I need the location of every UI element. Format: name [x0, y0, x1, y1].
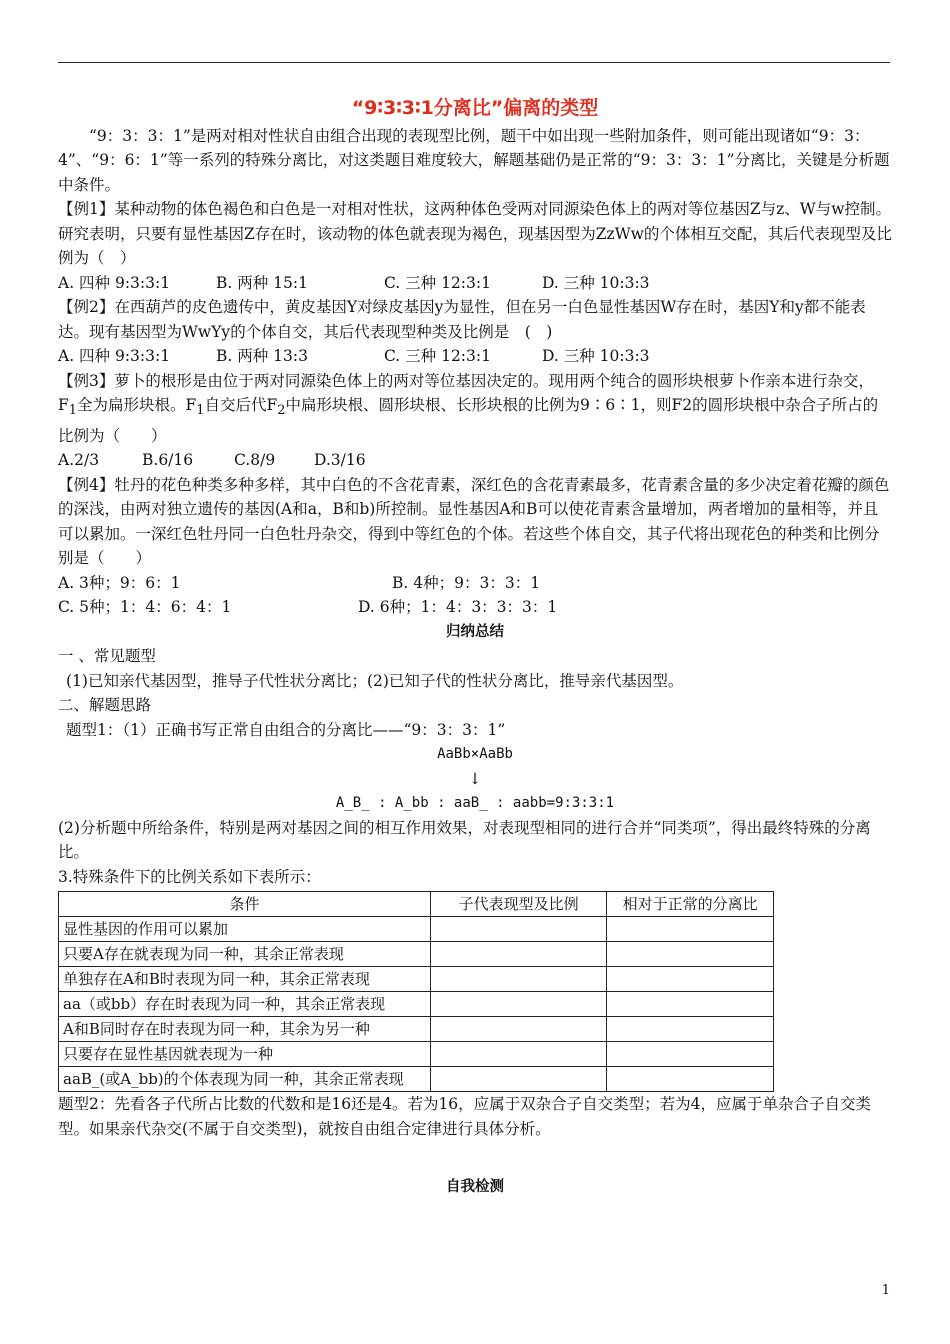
table-header-row — [59, 892, 774, 917]
option-d: D. 6种；1：4：3：3：3：1 — [358, 598, 558, 617]
example-4-options-row2 — [58, 595, 892, 620]
table-row — [59, 1042, 774, 1067]
option-b: B.6/16 — [142, 451, 194, 470]
table-row — [59, 1067, 774, 1092]
option-b: B. 两种 13:3 — [216, 347, 308, 365]
option-d: D. 三种 10:3:3 — [542, 273, 650, 292]
cross-formula: AaBb×AaBb — [437, 746, 513, 763]
document-body — [58, 96, 892, 1200]
example-1-text: 【例1】某种动物的体色褐色和白色是一对相对性状，这两种体色受两对同源染色体上的两对等位基因Z与z、W与w控制。研究表明，只要有显性基因Z存在时，该动物的体色就表现为褐色，现基因型为ZzWw的个体相互交配，其后代表现型及比例为（ ） — [58, 200, 892, 267]
empty-cell[interactable] — [607, 1017, 774, 1042]
ratio-formula: A_B_ : A_bb : aaB_ : aabb=9:3:3:1 — [335, 795, 615, 812]
section-1-text: (1)已知亲代基因型，推导子代性状分离比；(2)已知子代的性状分离比，推导亲代基因型。 — [66, 671, 684, 690]
option-b: B. 两种 15:1 — [216, 273, 308, 292]
step-2-text: (2)分析题中所给条件，特别是两对基因之间的相互作用效果，对表现型相同的进行合并“同类项”，得出最终特殊的分离比。 — [58, 818, 871, 862]
example-3-text — [58, 369, 892, 449]
empty-cell[interactable] — [430, 917, 606, 942]
summary-heading: 归纳总结 — [446, 623, 504, 640]
example-3-options — [58, 448, 892, 473]
empty-cell[interactable] — [607, 1042, 774, 1067]
subscript: 2 — [277, 403, 286, 419]
type-1-line: 题型1：（1）正确书写正常自由组合的分离比——“9：3：3：1” — [66, 720, 506, 739]
table-row — [59, 917, 774, 942]
option-a: A. 四种 9:3:3:1 — [58, 347, 171, 365]
example-3-part: 自交后代F — [204, 396, 278, 414]
example-3-part: 全为扁形块根。F — [76, 396, 197, 414]
type-2-text: 题型2：先看各子代所占比数的代数和是16还是4。若为16，应属于双杂合子自交类型；若为4，应属于单杂合子自交类型。如果亲代杂交(不属于自交类型)，就按自由组合定律进行具体分析。 — [58, 1095, 872, 1138]
empty-cell[interactable] — [607, 992, 774, 1017]
subscript: 1 — [196, 403, 205, 419]
condition-cell: A和B同时存在时表现为同一种，其余为另一种 — [59, 1017, 431, 1042]
example-3-part: 【例3】萝卜的根形是由位于两对同源染色体上的两对等位基因决定的。现用两个纯合的圆形块根萝卜作亲本进行杂交，F — [58, 371, 874, 414]
empty-cell[interactable] — [430, 1017, 606, 1042]
empty-cell[interactable] — [430, 942, 606, 967]
condition-cell: 只要存在显性基因就表现为一种 — [59, 1042, 431, 1067]
section-2-title: 二、解题思路 — [58, 696, 152, 715]
section-1-title: 一 、常见题型 — [58, 647, 156, 666]
condition-cell: aaB_(或A_bb)的个体表现为同一种，其余正常表现 — [59, 1067, 431, 1092]
spacer — [58, 1141, 892, 1175]
option-c: C. 三种 12:3:1 — [384, 273, 491, 292]
subscript: 1 — [68, 403, 77, 419]
condition-cell: 显性基因的作用可以累加 — [59, 917, 431, 942]
header-rule — [58, 62, 890, 63]
option-c: C.8/9 — [234, 451, 276, 470]
example-3-part: 中扁形块根、圆形块根、长形块根的比例为9∶6∶1，则F2的圆形块根中杂合子所占的比例为（ ） — [58, 396, 879, 445]
document-title: “9∶3∶3∶1分离比”偏离的类型 — [351, 97, 599, 119]
table-row — [59, 992, 774, 1017]
option-c: C. 5种；1：4：6：4：1 — [58, 598, 232, 617]
empty-cell[interactable] — [607, 917, 774, 942]
option-c: C. 三种 12:3:1 — [384, 347, 491, 365]
condition-table — [58, 891, 774, 1092]
empty-cell[interactable] — [607, 967, 774, 992]
option-a: A.2/3 — [58, 451, 100, 470]
table-row — [59, 967, 774, 992]
table-intro: 3.特殊条件下的比例关系如下表所示： — [58, 867, 321, 886]
intro-paragraph: “9：3：3：1”是两对相对性状自由组合出现的表现型比例，题干中如出现一些附加条件，则可能出现诸如“9：3：4”、“9：6：1”等一系列的特殊分离比，对这类题目难度较大，解题基础仍是正常的“9：3：3：1”分离比，关键是分析题中条件。 — [58, 126, 890, 194]
option-b: B. 4种；9：3：3：1 — [392, 573, 541, 592]
option-d: D.3/16 — [314, 451, 366, 470]
example-1-options — [58, 271, 892, 296]
example-2-options — [58, 344, 892, 369]
condition-cell: 单独存在A和B时表现为同一种，其余正常表现 — [59, 967, 431, 992]
page-number: 1 — [881, 1283, 890, 1298]
empty-cell[interactable] — [430, 1042, 606, 1067]
empty-cell[interactable] — [430, 967, 606, 992]
example-4-options-row1 — [58, 571, 892, 596]
table-row — [59, 942, 774, 967]
empty-cell[interactable] — [430, 1067, 606, 1092]
option-a: A. 3种；9：6：1 — [58, 573, 181, 592]
header-offspring: 子代表现型及比例 — [430, 892, 606, 917]
header-condition: 条件 — [59, 892, 431, 917]
table-row — [59, 1017, 774, 1042]
example-4-text: 【例4】牡丹的花色种类多种多样，其中白色的不含花青素，深红色的含花青素最多，花青素含量的多少决定着花瓣的颜色的深浅，由两对独立遗传的基因(A和a，B和b)所控制。显性基因A和B可以使花青素含量增加，两者增加的量相等，并且可以累加。一深红色牡丹同一白色牡丹杂交，得到中等红色的个体。若这些个体自交，其子代将出现花色的种类和比例分别是（ ） — [58, 475, 890, 568]
example-2-text: 【例2】在西葫芦的皮色遗传中，黄皮基因Y对绿皮基因y为显性，但在另一白色显性基因W存在时，基因Y和y都不能表达。现有基因型为WwYy的个体自交，其后代表现型种类及比例是 ( ) — [58, 298, 866, 341]
empty-cell[interactable] — [430, 992, 606, 1017]
condition-cell: aa（或bb）存在时表现为同一种，其余正常表现 — [59, 992, 431, 1017]
self-test-heading: 自我检测 — [446, 1179, 504, 1196]
empty-cell[interactable] — [607, 1067, 774, 1092]
option-d: D. 三种 10:3:3 — [542, 347, 650, 365]
header-relative: 相对于正常的分离比 — [607, 892, 774, 917]
empty-cell[interactable] — [607, 942, 774, 967]
condition-cell: 只要A存在就表现为同一种，其余正常表现 — [59, 942, 431, 967]
down-arrow-icon: ↓ — [468, 769, 482, 788]
option-a: A. 四种 9:3:3:1 — [58, 273, 171, 292]
